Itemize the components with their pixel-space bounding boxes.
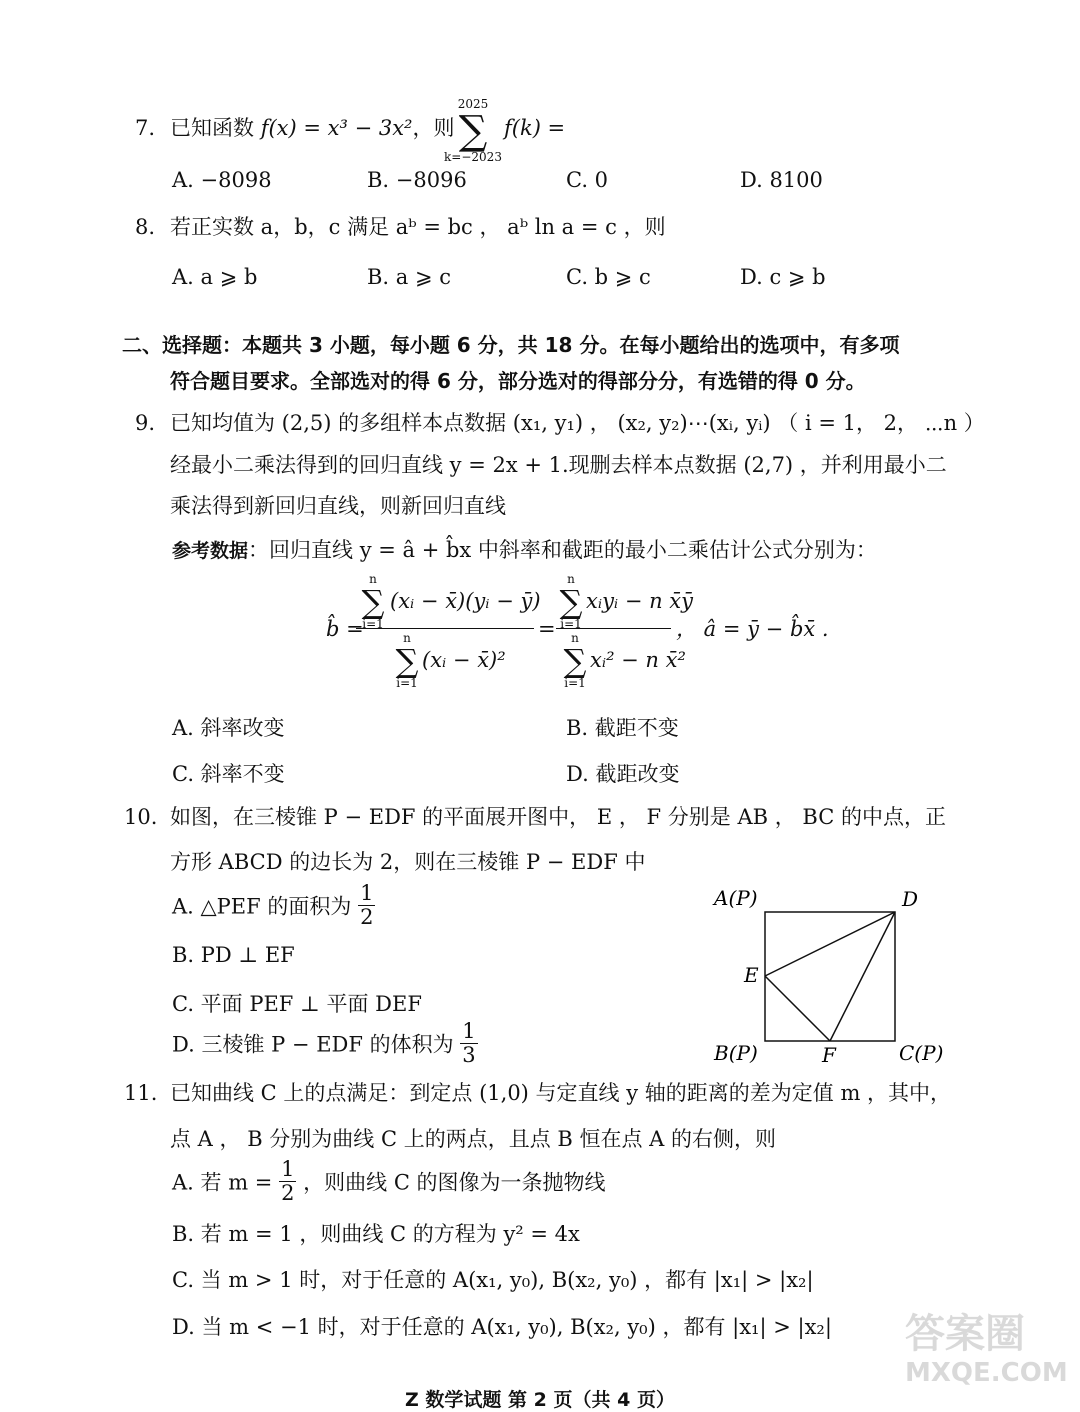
label-d: D xyxy=(902,887,919,911)
q10-number: 10. xyxy=(124,805,158,829)
q11-number: 11. xyxy=(124,1081,158,1105)
square-abcd xyxy=(765,912,895,1041)
section-2-heading-line2: 符合题目要求。全部选对的得 6 分，部分选对的得部分分，有选错的得 0 分。 xyxy=(170,369,866,393)
q7-option-d: D. 8100 xyxy=(740,168,823,192)
q7-stem-tail: ，则 xyxy=(412,116,455,140)
q9-formula-den2: xᵢ² − n x̄² xyxy=(590,648,686,672)
q9-option-d: D. 截距改变 xyxy=(566,762,680,786)
segment-ef xyxy=(765,976,830,1041)
label-a: A(P) xyxy=(714,886,758,910)
q8-option-a: A. a ⩾ b xyxy=(172,265,258,289)
segment-fd xyxy=(830,912,895,1041)
q11-option-c: C. 当 m > 1 时，对于任意的 A(x₁, y₀), B(x₂, y₀) ，都有 |x₁| > |x₂| xyxy=(172,1268,814,1292)
q7-stem-text: 已知函数 xyxy=(170,116,261,140)
q9-option-a: A. 斜率改变 xyxy=(172,716,285,740)
q7-option-b: B. −8096 xyxy=(367,168,467,192)
q7-sum-body: f(k) = xyxy=(504,116,566,140)
q9-fraction-bar-1 xyxy=(356,628,534,629)
q10-line1: 如图，在三棱锥 P − EDF 的平面展开图中， E ， F 分别是 AB ， BC 的中点，正 xyxy=(170,805,946,829)
q10-option-b: B. PD ⊥ EF xyxy=(172,943,295,967)
q9-fraction-bar-2 xyxy=(556,628,671,629)
q9-line1: 已知均值为 (2,5) 的多组样本点数据 (x₁, y₁) ， (x₂, y₂)⋯(xᵢ, yᵢ) （ i = 1， 2， ⋯n ） xyxy=(170,411,985,435)
page-footer: Z 数学试题 第 2 页（共 4 页） xyxy=(405,1389,675,1411)
q9-reference xyxy=(172,538,877,563)
label-b: B(P) xyxy=(714,1041,758,1065)
q9-formula-eq: = xyxy=(538,617,556,641)
q10-option-d: D. 三棱锥 P − EDF 的体积为 $\frac{1}{3}$ xyxy=(172,1019,476,1068)
q9-formula-den1: (xᵢ − x̄)² xyxy=(422,648,506,672)
q7-stem xyxy=(170,116,454,141)
q9-reference-label: 参考数据 xyxy=(172,540,249,562)
q11-line2: 点 A ， B 分别为曲线 C 上的两点，且点 B 恒在点 A 的右侧，则 xyxy=(170,1127,777,1151)
section-2-heading-line1: 二、选择题：本题共 3 小题，每小题 6 分，共 18 分。在每小题给出的选项中，有多项 xyxy=(122,333,900,357)
q9-line3: 乘法得到新回归直线，则新回归直线 xyxy=(170,494,506,518)
q9-reference-text: ：回归直线 y = â + b̂x 中斜率和截距的最小二乘估计公式分别为： xyxy=(248,538,877,562)
q9-number: 9. xyxy=(135,411,156,435)
q8-option-d: D. c ⩾ b xyxy=(740,265,826,289)
label-e: E xyxy=(744,963,759,987)
q7-function: f(x) = x³ − 3x² xyxy=(260,116,413,140)
q9-sum-den2: n ∑ i=1 xyxy=(563,631,587,691)
watermark-logo: 答案圈 MXQE.COM xyxy=(905,1311,1068,1388)
q11-option-a-fraction: $\frac{1}{2}$ xyxy=(281,1157,295,1206)
q9-option-b: B. 截距不变 xyxy=(566,716,679,740)
q11-option-a: A. 若 m = $\frac{1}{2}$ ，则曲线 C 的图像为一条抛物线 xyxy=(172,1157,606,1206)
q9-sum-num1: n ∑ i=1 xyxy=(361,572,385,632)
q7-sum-symbol: 2025 ∑ k=−2023 xyxy=(444,97,502,165)
q10-option-a: A. △PEF 的面积为 $\frac{1}{2}$ xyxy=(172,881,374,930)
q9-line2: 经最小二乘法得到的回归直线 y = 2x + 1.现删去样本点数据 (2,7) ，并利用最小二 xyxy=(170,453,947,477)
q9-formula-lhs: b̂ = xyxy=(326,617,364,641)
q8-option-c: C. b ⩾ c xyxy=(566,265,651,289)
q9-formula-num1: (xᵢ − x̄)(yᵢ − ȳ) xyxy=(390,589,541,613)
q8-option-b: B. a ⩾ c xyxy=(367,265,452,289)
q10-option-d-fraction: $\frac{1}{3}$ xyxy=(462,1019,476,1068)
q11-line1: 已知曲线 C 上的点满足：到定点 (1,0) 与定直线 y 轴的距离的差为定值 m ，其中， xyxy=(170,1081,952,1105)
q10-option-c: C. 平面 PEF ⊥ 平面 DEF xyxy=(172,992,422,1016)
q7-option-c: C. 0 xyxy=(566,168,609,192)
segment-ed xyxy=(765,912,895,976)
label-f: F xyxy=(822,1043,836,1067)
q10-option-a-fraction: $\frac{1}{2}$ xyxy=(360,881,374,930)
q10-line2: 方形 ABCD 的边长为 2，则在三棱锥 P − EDF 中 xyxy=(170,850,646,874)
q11-option-b: B. 若 m = 1 ，则曲线 C 的方程为 y² = 4x xyxy=(172,1222,580,1246)
q9-formula-num2: xᵢyᵢ − n x̄ȳ xyxy=(586,589,694,613)
q11-option-d: D. 当 m < −1 时，对于任意的 A(x₁, y₀), B(x₂, y₀) ，都有 |x₁| > |x₂| xyxy=(172,1315,832,1339)
q9-sum-den1: n ∑ i=1 xyxy=(395,631,419,691)
q7-sum-bottom: k=−2023 xyxy=(444,150,502,165)
q7-option-a: A. −8098 xyxy=(172,168,272,192)
q7-sum-top: 2025 xyxy=(457,97,489,111)
q8-stem: 若正实数 a，b，c 满足 aᵇ = bc ， aᵇ ln a = c ，则 xyxy=(170,215,666,239)
q9-sum-num2: n ∑ i=1 xyxy=(559,572,583,632)
q9-formula-tail: ， â = ȳ − b̂x̄ . xyxy=(676,617,829,641)
q10-figure xyxy=(700,880,960,1070)
q9-option-c: C. 斜率不变 xyxy=(172,762,285,786)
q8-number: 8. xyxy=(135,215,156,239)
q7-number: 7. xyxy=(135,116,156,140)
label-c: C(P) xyxy=(899,1041,944,1065)
